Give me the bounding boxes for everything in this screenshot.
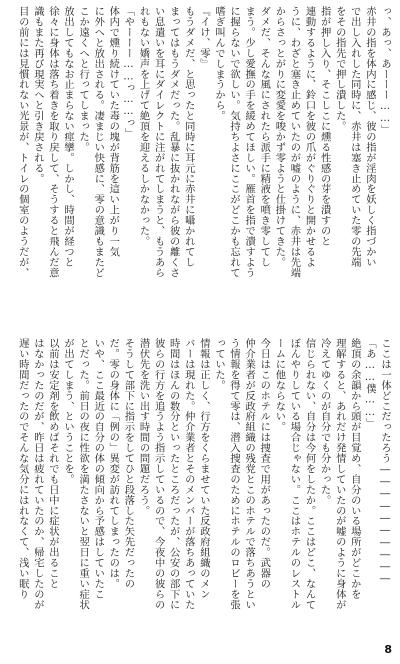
bottom-text-block <box>6 338 392 640</box>
text-line: れもない嬌声を上げて絶頂を迎えるしかなかった。 <box>137 6 150 247</box>
text-line: 冷えてゆくのが自分でも分かった。 <box>318 338 331 506</box>
text-line: うに、わざと塞き止めていたのが嘘のように、赤井は先端 <box>288 6 301 278</box>
text-line: で出し入れした同時に、赤井は塞き止めていた零の先端 <box>348 6 361 268</box>
text-line: 目の前には見慣れない光景が、トイレの個室のようだが、 <box>16 6 29 278</box>
text-line: いや、ここ最近の自分の体の傾向から予感はしていたこ <box>92 338 105 600</box>
text-line: ダメだ、そんな風にされたら派手に精液を噴き零してし <box>258 6 271 268</box>
text-line: 情報は正しく、行方をくらませていた反政府組織のメン <box>197 338 210 600</box>
text-line: 指が押し入り、そこしこに燻る性感の芽を潰すのと <box>318 6 331 247</box>
text-line: に外へと放出される。凄まじい快感に、零の意識もまたど <box>92 6 105 278</box>
text-line: 「あ……僕……」 <box>363 338 376 429</box>
text-line: 連動するように、鈴口を彼の爪がぐりぐりと開かせるよ <box>303 6 316 268</box>
text-line: ぼんやりしている場合じゃない。ここはホテルのレストル <box>288 338 301 610</box>
text-line: 遅い時間だったのでそんな気分にはれなくて、浅い眠り <box>16 338 29 600</box>
text-line: 理解すると、あれだけ発情していたのが嘘のように身体が <box>333 338 346 610</box>
page-number: 8 <box>384 643 392 656</box>
text-line: 嗜ぎ叫んでしまうから。 <box>212 6 225 121</box>
text-line: 『イけ、零』 <box>197 6 210 69</box>
text-line: だ。零の身体に「例の」異変が訪れてしまったのは。 <box>107 338 120 589</box>
text-line: が出てしまう、ということを。 <box>62 338 75 485</box>
text-line: からさっとがりに変愛を唆かず零ようと仕掛けてきた。 <box>273 6 286 268</box>
text-line: もうダメだ、と思ったと同時に耳元に赤井に囁かれてし <box>182 6 195 268</box>
text-line: 体内で燻り続けていた毒の塊が背筋を這い上がり一気 <box>107 6 120 257</box>
text-line: う情報を得て零は、潜入捜査のためにホテルのロビーを張 <box>228 338 241 610</box>
text-line: 今日はこのホテルには捜査で用があったのだ。武器の <box>258 338 271 589</box>
text-line: 識もまた再び現実へと引き戻される。 <box>31 6 44 184</box>
text-line: っていた。 <box>212 338 225 391</box>
text-line: をその指先で押し潰した。 <box>333 6 346 132</box>
text-line: に握らないで欲しい。気持ちよさにここがどこかも忘れて <box>228 6 241 278</box>
top-text-block <box>6 6 392 314</box>
text-line: 放出してもなお止まらない痙攣。しかし、時間が経つと <box>62 6 75 268</box>
text-line: 以前は安定剤を飲めばそれでも日中に症状が出ること <box>46 338 59 589</box>
text-line: バーは現れた。仲介業者とそのメンバーが落ちあっていた <box>182 338 195 610</box>
text-line: い息遣いを耳にダイレクトに注がれてしまうと、もうあら <box>152 6 165 278</box>
text-line: 「やーーー……っ……っ」 <box>122 6 135 139</box>
text-line: ここは一体どこだったろう―――――――――― <box>379 338 391 585</box>
text-line: まってはもうダメだった。乱暴に抜かれながら彼の離くさ <box>167 6 180 278</box>
text-line: とだった。前日の夜に性欲を満たさないと翌日に重い症状 <box>77 338 90 610</box>
text-line: 徐々に身体は落ち着きを取り戻して、そうすると飛んだ意 <box>46 6 59 278</box>
text-line: こか遠くへと行ってしまった。 <box>77 6 90 153</box>
text-line: ームに他ならない。 <box>273 338 286 433</box>
text-line: っ、あっ、あーーー……」 <box>379 6 391 135</box>
text-line: そうして部下に指示をしてひと段落した矢先だったの <box>122 338 135 589</box>
text-line: 時間はほんの数分といったところだったが、公安の部下に <box>167 338 180 610</box>
text-line: 赤井の指を体内に感じ、彼の指が淫肉を妖しく指づかい <box>363 6 376 268</box>
text-line: 仲介業者が反政府組織の残党とこのホテルで落ちあうとい <box>243 338 256 610</box>
text-line: 彼らの行方を追うよう指示しているので、今夜中の彼らの <box>152 338 165 610</box>
text-line: 信じられない、自分は今何をしたか。ここはどこ、なんて <box>303 338 316 610</box>
text-line: まう。少し愛撫の手を緩めてほしい。雁首を指で潰すよう <box>243 6 256 278</box>
text-line: 潜伏先を洗い出す時間の問題だろう。 <box>137 338 150 516</box>
text-line: 絶頂の余韻から頭が目覚め、自分のいる場所がどこかを <box>348 338 361 600</box>
text-line: はなかったのだが、昨日は疲れていたのか、帰宅したのが <box>31 338 44 610</box>
